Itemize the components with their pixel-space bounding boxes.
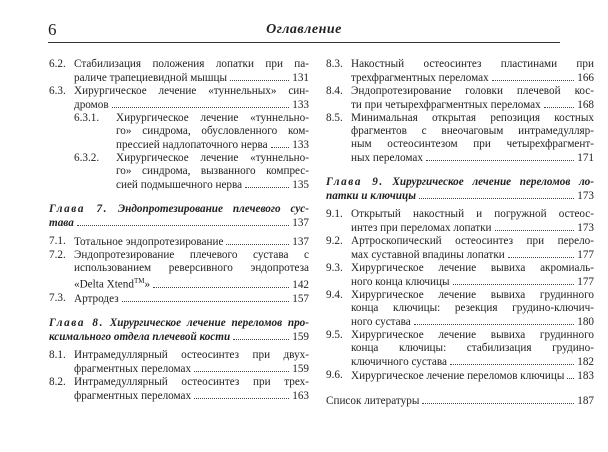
entry-page: 183 bbox=[577, 370, 594, 382]
toc-entry-8-5[interactable] bbox=[326, 112, 594, 165]
entry-title-line: Артроскопический остеосинтез при перело- bbox=[351, 235, 594, 247]
entry-page: 135 bbox=[292, 179, 309, 191]
entry-number: 9.5. bbox=[326, 329, 343, 341]
entry-number: 7.1. bbox=[49, 235, 66, 247]
toc-entry-6-3-2[interactable] bbox=[49, 152, 309, 192]
entry-title-line: Артродез bbox=[74, 292, 119, 305]
entry-page: 159 bbox=[292, 362, 309, 375]
entry-title-line: фрагментных переломах bbox=[74, 362, 192, 375]
chapter-title-line: Хирургическое лечение переломов ло- bbox=[392, 176, 595, 188]
entry-title-line: Хирургическое лечение вывиха грудинного bbox=[351, 329, 594, 341]
toc-chapter-8[interactable] bbox=[49, 317, 309, 344]
leader-dots bbox=[422, 394, 574, 404]
toc-chapter-9[interactable] bbox=[326, 176, 594, 203]
entry-page: 142 bbox=[292, 278, 309, 291]
entry-page: 133 bbox=[292, 139, 309, 151]
entry-title-line: мах суставной впадины лопатки bbox=[351, 249, 505, 261]
toc-entry-9-3[interactable] bbox=[326, 262, 594, 289]
leader-dots bbox=[508, 248, 574, 258]
entry-number: 6.2. bbox=[49, 58, 66, 70]
page-header bbox=[48, 20, 560, 43]
entry-title-line: Открытый накостный и погружной остеос- bbox=[351, 208, 594, 220]
entry-title-line: ти при четырехфрагментных переломах bbox=[351, 99, 541, 111]
entry-title-line: Стабилизация положения лопатки при па- bbox=[74, 58, 309, 70]
leader-dots bbox=[153, 278, 289, 288]
entry-page: 173 bbox=[577, 190, 594, 202]
toc-entry-9-6[interactable] bbox=[326, 369, 594, 383]
leader-dots bbox=[122, 292, 290, 302]
entry-number: 8.2. bbox=[49, 375, 66, 388]
leader-dots bbox=[414, 315, 574, 325]
entry-number: 7.2. bbox=[49, 249, 66, 261]
entry-title-line: использованием реверсивного эндопротеза bbox=[74, 262, 309, 274]
page-title: Оглавление bbox=[266, 22, 342, 37]
entry-title-line: Список литературы bbox=[326, 395, 420, 407]
entry-page: 159 bbox=[292, 330, 309, 343]
entry-page: 157 bbox=[292, 292, 309, 305]
entry-title-line: интез при переломах лопатки bbox=[351, 222, 492, 234]
leader-dots bbox=[453, 275, 575, 285]
entry-title-line: ного конца ключицы bbox=[351, 276, 450, 288]
entry-title-line: Хирургическое лечение переломов ключицы bbox=[351, 370, 565, 382]
entry-page: 182 bbox=[577, 356, 594, 368]
entry-title-line: фрагментов с внеочаговым интрамедулляр- bbox=[351, 125, 594, 137]
entry-title-line: «Delta Xtend bbox=[74, 278, 134, 291]
entry-title-line: фрагментных переломах bbox=[74, 389, 192, 402]
entry-page: 133 bbox=[292, 99, 309, 111]
toc-entry-6-2[interactable] bbox=[49, 58, 309, 85]
entry-number: 9.1. bbox=[326, 208, 343, 220]
chapter-title-line: патки и ключицы bbox=[326, 190, 416, 202]
chapter-label: Глава 8. bbox=[49, 316, 104, 329]
entry-title-line: Хирургическое лечение вывиха акромиаль- bbox=[351, 262, 594, 274]
toc-entry-8-1[interactable] bbox=[49, 349, 309, 376]
entry-title-line: Хирургическое лечение «туннельных» син- bbox=[74, 85, 309, 97]
entry-title-line: Накостный остеосинтез пластинами при bbox=[351, 58, 594, 70]
entry-page: 187 bbox=[577, 395, 594, 407]
entry-number: 8.5. bbox=[326, 112, 343, 124]
leader-dots bbox=[495, 221, 575, 231]
entry-number: 8.3. bbox=[326, 58, 343, 70]
leader-dots bbox=[544, 98, 575, 108]
chapter-title-line: ксимального отдела плечевой кости bbox=[49, 330, 231, 343]
leader-dots bbox=[426, 151, 574, 161]
entry-title-line: Хирургическое лечение «туннельно- bbox=[116, 152, 309, 164]
entry-title-line: Интрамедуллярный остеосинтез при трех- bbox=[74, 375, 309, 388]
leader-dots bbox=[450, 355, 574, 365]
toc-entry-bibliography[interactable] bbox=[326, 394, 594, 408]
entry-page: 171 bbox=[577, 152, 594, 164]
entry-page: 166 bbox=[577, 72, 594, 84]
entry-number: 9.6. bbox=[326, 369, 343, 381]
toc-entry-8-3[interactable] bbox=[326, 58, 594, 85]
entry-page: 173 bbox=[577, 222, 594, 234]
entry-number: 9.4. bbox=[326, 289, 343, 301]
entry-title-line: ного сустава bbox=[351, 316, 411, 328]
entry-page: 137 bbox=[292, 236, 309, 248]
toc-entry-7-3[interactable] bbox=[49, 292, 309, 306]
entry-title-line: Интрамедуллярный остеосинтез при двух- bbox=[74, 348, 309, 361]
entry-title-line: Хирургическое лечение вывиха грудинного bbox=[351, 289, 594, 301]
entry-title-line: Хирургическое лечение «туннельно- bbox=[116, 112, 309, 124]
entry-title-line: ным остеосинтезом при четырехфрагмент- bbox=[351, 138, 594, 150]
toc-entry-6-3[interactable] bbox=[49, 85, 309, 112]
toc-entry-6-3-1[interactable] bbox=[49, 112, 309, 152]
entry-number: 9.2. bbox=[326, 235, 343, 247]
chapter-title-line: Хирургическое лечение переломов про- bbox=[109, 316, 310, 329]
entry-title-line: Тотальное эндопротезирование bbox=[74, 236, 224, 248]
leader-dots bbox=[194, 389, 289, 399]
entry-title-line: сией подмышечного нерва bbox=[116, 179, 243, 191]
entry-title-line: » bbox=[144, 278, 151, 291]
entry-title-line: Эндопротезирование головки плечевой кос- bbox=[351, 85, 594, 97]
entry-title-line: конца ключицы: стабилизация грудино- bbox=[351, 342, 594, 354]
toc-entry-9-5[interactable] bbox=[326, 329, 594, 369]
entry-title-line: ных переломах bbox=[351, 152, 423, 164]
toc-column-left bbox=[49, 58, 309, 403]
entry-number: 7.3. bbox=[49, 291, 66, 304]
leader-dots bbox=[226, 235, 289, 245]
entry-number: 6.3. bbox=[49, 85, 66, 97]
entry-page: 168 bbox=[577, 99, 594, 111]
toc-entry-9-2[interactable] bbox=[326, 235, 594, 262]
entry-page: 177 bbox=[577, 276, 594, 288]
leader-dots bbox=[492, 71, 575, 81]
entry-title-line: Эндопротезирование плечевого сустава с bbox=[74, 249, 309, 261]
toc-chapter-7[interactable] bbox=[49, 203, 309, 230]
entry-title-line: конца ключицы: резекция грудино-ключич- bbox=[351, 302, 594, 314]
toc-entry-8-4[interactable] bbox=[326, 85, 594, 112]
leader-dots bbox=[567, 369, 574, 379]
toc-entry-8-2[interactable] bbox=[49, 376, 309, 403]
leader-dots bbox=[194, 362, 289, 372]
toc-entry-9-1[interactable] bbox=[326, 208, 594, 235]
leader-dots bbox=[271, 138, 290, 148]
chapter-title-line: тава bbox=[49, 217, 74, 229]
entry-number: 8.1. bbox=[49, 348, 66, 361]
trademark-mark: TM bbox=[133, 277, 145, 285]
toc-entry-9-4[interactable] bbox=[326, 289, 594, 329]
leader-dots bbox=[230, 71, 289, 81]
entry-page: 180 bbox=[577, 316, 594, 328]
chapter-label: Глава 9. bbox=[326, 176, 384, 188]
entry-title-line: прессией надлопаточного нерва bbox=[116, 139, 268, 151]
entry-page: 131 bbox=[292, 72, 309, 84]
entry-page: 177 bbox=[577, 249, 594, 261]
toc-entry-7-1[interactable] bbox=[49, 235, 309, 249]
entry-number: 8.4. bbox=[326, 85, 343, 97]
leader-dots bbox=[77, 216, 289, 226]
entry-title-line: трехфрагментных переломах bbox=[351, 72, 489, 84]
entry-number: 6.3.1. bbox=[74, 112, 100, 124]
entry-number: 6.3.2. bbox=[74, 152, 100, 164]
page-number: 6 bbox=[48, 20, 57, 39]
entry-page: 163 bbox=[292, 389, 309, 402]
leader-dots bbox=[419, 189, 574, 199]
entry-title-line: дромов bbox=[74, 99, 109, 111]
leader-dots bbox=[233, 330, 289, 340]
chapter-label: Глава 7. bbox=[49, 203, 109, 215]
chapter-title-line: Эндопротезирование плечевого сус- bbox=[117, 203, 310, 215]
toc-entry-7-2[interactable] bbox=[49, 249, 309, 292]
entry-title-line: го» синдрома, вызванного компрес- bbox=[116, 165, 309, 177]
leader-dots bbox=[245, 178, 289, 188]
toc-column-right bbox=[326, 58, 594, 408]
entry-title-line: ключичного сустава bbox=[351, 356, 447, 368]
entry-number: 9.3. bbox=[326, 262, 343, 274]
entry-title-line: Минимальная открытая репозиция костных bbox=[351, 112, 594, 124]
leader-dots bbox=[112, 98, 290, 108]
entry-title-line: го» синдрома, обусловленного ком- bbox=[116, 125, 309, 137]
entry-title-line: раличе трапециевидной мышцы bbox=[74, 72, 227, 84]
entry-page: 137 bbox=[292, 217, 309, 229]
